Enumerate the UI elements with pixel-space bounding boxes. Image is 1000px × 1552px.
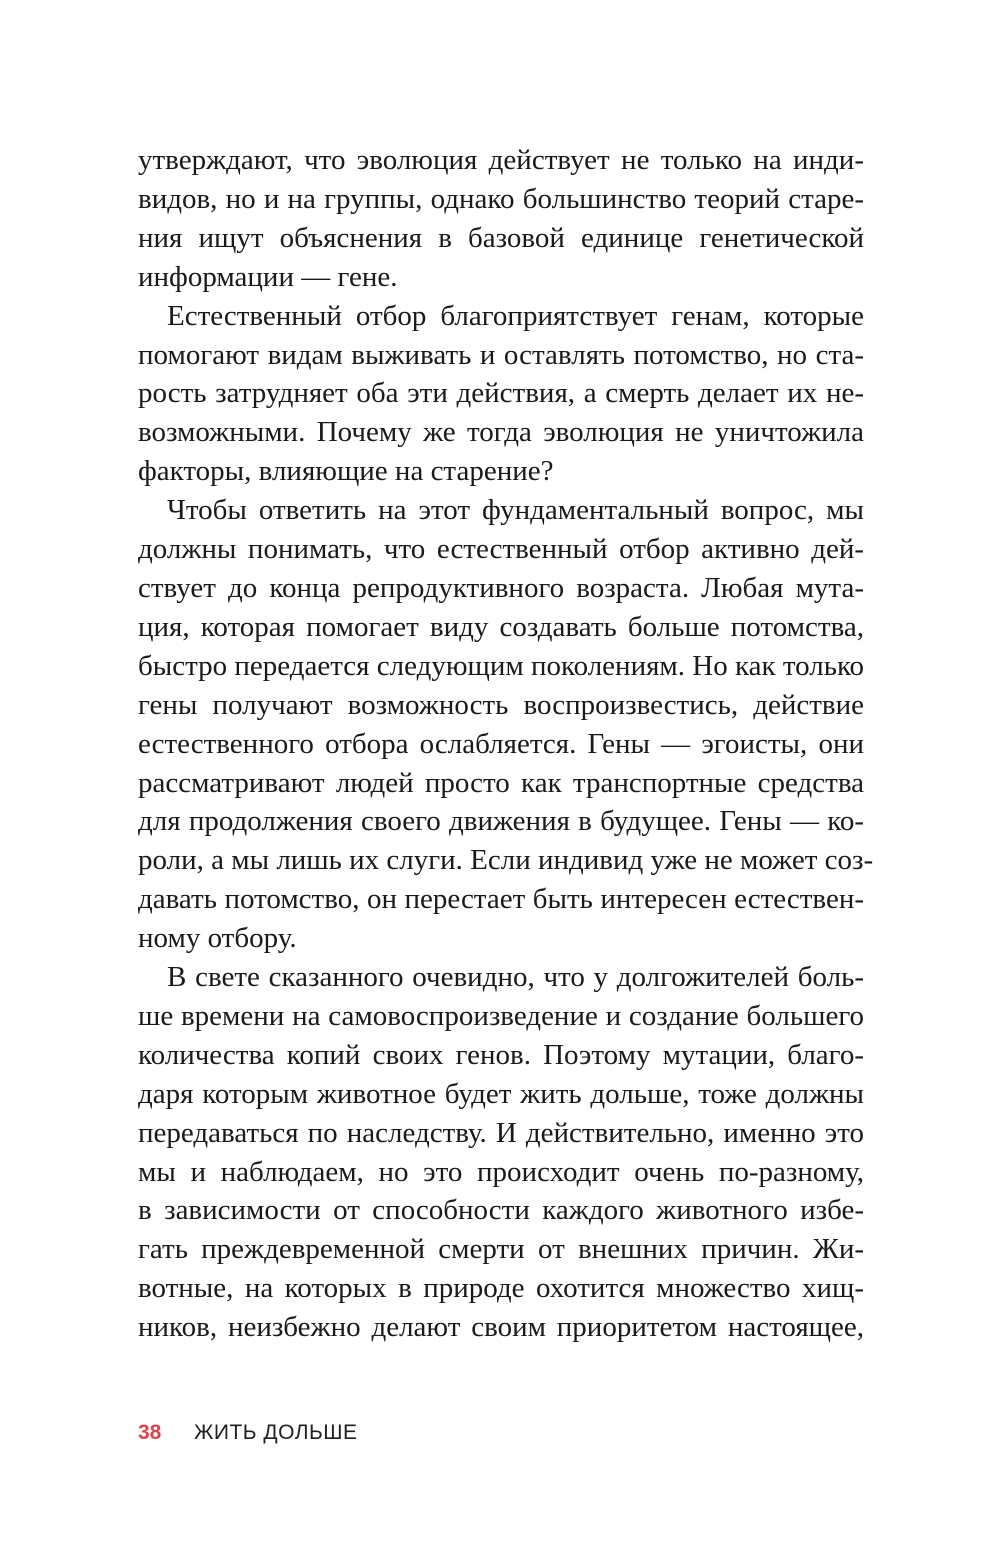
text-line: рость затрудняет оба эти действия, а смерть делает их не-: [138, 377, 864, 410]
text-line: видов, но и на группы, однако большинство теорий старе-: [138, 182, 864, 215]
text-line: ников, неизбежно делают своим приоритетом настоящее,: [138, 1311, 864, 1344]
text-line: Естественный отбор благоприятствует генам, которые: [167, 299, 864, 332]
text-line: факторы, влияющие на старение?: [138, 455, 554, 488]
text-line: должны понимать, что естественный отбор активно дей-: [138, 533, 864, 566]
paragraph-1: [138, 141, 864, 297]
text-line: мы и наблюдаем, но это происходит очень по-разному,: [138, 1155, 864, 1188]
paragraph-2: [138, 297, 864, 492]
text-line: давать потомство, он перестает быть интересен естествен-: [138, 883, 864, 916]
text-line: передаваться по наследству. И действительно, именно это: [138, 1116, 864, 1149]
page-number: 38: [138, 1421, 162, 1444]
text-line: количества копий своих генов. Поэтому мутации, благо-: [138, 1038, 864, 1071]
running-title: ЖИТЬ ДОЛЬШЕ: [194, 1421, 358, 1444]
text-line: Чтобы ответить на этот фундаментальный вопрос, мы: [167, 494, 864, 527]
text-line: информации — гене.: [138, 260, 398, 293]
page-footer: [138, 1418, 358, 1448]
text-line: рассматривают людей просто как транспортные средства: [138, 766, 864, 799]
text-line: гены получают возможность воспроизвестись, действие: [138, 688, 864, 721]
text-line: помогают видам выживать и оставлять потомство, но ста-: [138, 338, 864, 371]
text-line: ния ищут объяснения в базовой единице генетической: [138, 221, 864, 254]
text-line: ному отбору.: [138, 922, 297, 955]
text-line: гать преждевременной смерти от внешних причин. Жи-: [138, 1233, 864, 1266]
text-line: роли, а мы лишь их слуги. Если индивид уже не может соз-: [138, 844, 874, 877]
text-line: в зависимости от способности каждого животного избе-: [138, 1194, 864, 1227]
body-text: [138, 141, 874, 1347]
paragraph-3: [138, 491, 874, 958]
text-line: вотные, на которых в природе охотится множество хищ-: [138, 1272, 864, 1305]
text-line: возможными. Почему же тогда эволюция не уничтожила: [138, 416, 864, 449]
text-line: В свете сказанного очевидно, что у долгожителей боль-: [167, 961, 864, 994]
text-line: естественного отбора ослабляется. Гены — эгоисты, они: [138, 727, 864, 760]
text-line: ствует до конца репродуктивного возраста. Любая мута-: [138, 571, 864, 604]
paragraph-4: [138, 958, 864, 1347]
text-line: ция, которая помогает виду создавать больше потомства,: [138, 610, 864, 643]
text-line: быстро передается следующим поколениям. Но как только: [138, 649, 865, 682]
text-line: утверждают, что эволюция действует не только на инди-: [138, 144, 864, 176]
text-line: для продолжения своего движения в будущее. Гены — ко-: [138, 805, 864, 838]
text-line: даря которым животное будет жить дольше, тоже должны: [138, 1077, 864, 1110]
text-line: ше времени на самовоспроизведение и создание большего: [138, 999, 864, 1032]
